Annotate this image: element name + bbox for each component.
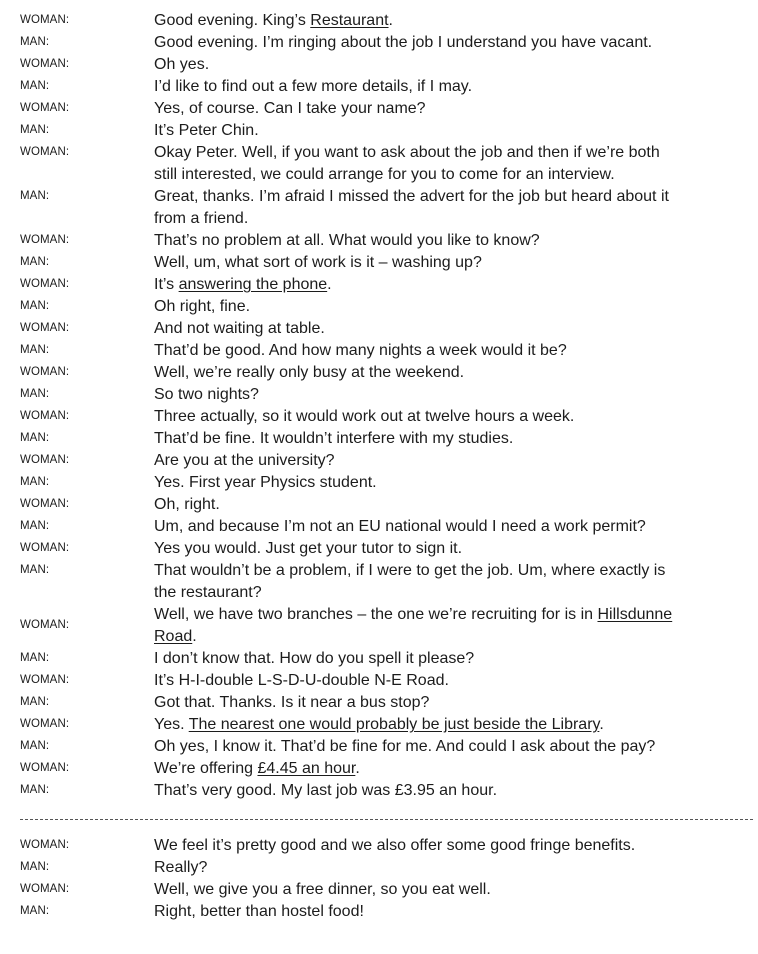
utterance-segment: Well, we give you a free dinner, so you eat well. — [154, 881, 491, 898]
utterance-segment: Yes you would. Just get your tutor to sign it. — [154, 540, 463, 557]
speaker-label: WOMAN: — [20, 278, 70, 290]
utterance-segment: That’s very good. My last job was £3.95 an hour. — [154, 782, 498, 799]
utterance-text — [154, 362, 750, 384]
utterance-text — [154, 406, 750, 428]
utterance-text — [154, 560, 750, 604]
utterance-segment: . — [599, 716, 604, 733]
utterance-text — [154, 230, 750, 252]
speaker-label: MAN: — [20, 256, 50, 268]
utterance-text — [154, 736, 750, 758]
utterance-segment: Three actually, so it would work out at twelve hours a week. — [154, 408, 575, 425]
speaker-label: WOMAN: — [20, 619, 70, 631]
utterance-segment: I’d like to find out a few more details, if I may. — [154, 78, 473, 95]
utterance-segment: Good evening. King’s — [154, 12, 311, 29]
speaker-label: MAN: — [20, 861, 50, 873]
utterance-text — [154, 692, 750, 714]
speaker-label: WOMAN: — [20, 234, 70, 246]
utterance-text — [154, 384, 750, 406]
speaker-label: WOMAN: — [20, 674, 70, 686]
underlined-answer: £4.45 an hour — [257, 760, 356, 777]
utterance-segment: I don’t know that. How do you spell it please? — [154, 650, 475, 667]
utterance-text — [154, 274, 750, 296]
utterance-text — [154, 604, 750, 648]
speaker-label: WOMAN: — [20, 542, 70, 554]
speaker-label: MAN: — [20, 905, 50, 917]
utterance-text — [154, 98, 750, 120]
utterance-segment: And not waiting at table. — [154, 320, 325, 337]
utterance-text — [154, 186, 750, 230]
utterance-segment: . — [192, 628, 197, 645]
utterance-segment: We’re offering — [154, 760, 258, 777]
speaker-label: WOMAN: — [20, 322, 70, 334]
utterance-text — [154, 10, 750, 32]
utterance-text — [154, 758, 750, 780]
utterance-segment: It’s Peter Chin. — [154, 122, 259, 139]
utterance-segment: Right, better than hostel food! — [154, 903, 364, 920]
utterance-segment: We feel it’s pretty good and we also offer some good fringe benefits. — [154, 837, 636, 854]
speaker-label: WOMAN: — [20, 58, 70, 70]
speaker-label: MAN: — [20, 520, 50, 532]
speaker-label: WOMAN: — [20, 883, 70, 895]
speaker-label: MAN: — [20, 36, 50, 48]
utterance-text — [154, 648, 750, 670]
speaker-label: MAN: — [20, 124, 50, 136]
utterance-segment: It’s H-I-double L-S-D-U-double N-E Road. — [154, 672, 449, 689]
utterance-segment: So two nights? — [154, 386, 259, 403]
speaker-label: MAN: — [20, 190, 50, 202]
utterance-segment: Oh yes, I know it. That’d be fine for me. And could I ask about the pay? — [154, 738, 656, 755]
utterance-segment: . — [327, 276, 332, 293]
utterance-text — [154, 901, 750, 923]
utterance-text — [154, 472, 750, 494]
speaker-label: MAN: — [20, 388, 50, 400]
utterance-segment: Got that. Thanks. Is it near a bus stop? — [154, 694, 430, 711]
utterance-segment: Really? — [154, 859, 208, 876]
speaker-label: MAN: — [20, 344, 50, 356]
speaker-label: WOMAN: — [20, 454, 70, 466]
utterance-text — [154, 120, 750, 142]
utterance-segment: That’s no problem at all. What would you like to know? — [154, 232, 540, 249]
speaker-label: MAN: — [20, 696, 50, 708]
utterance-text — [154, 54, 750, 76]
utterance-text — [154, 494, 750, 516]
utterance-segment: That’d be fine. It wouldn’t interfere with my studies. — [154, 430, 514, 447]
utterance-text — [154, 296, 750, 318]
speaker-label: MAN: — [20, 432, 50, 444]
utterance-text — [154, 340, 750, 362]
utterance-text — [154, 450, 750, 472]
utterance-segment: Oh right, fine. — [154, 298, 251, 315]
utterance-segment: Well, we’re really only busy at the weekend. — [154, 364, 465, 381]
utterance-segment: Okay Peter. Well, if you want to ask about the job and then if we’re both still interested, we could arrange for you to come for an interview. — [154, 144, 660, 183]
speaker-label: WOMAN: — [20, 366, 70, 378]
utterance-text — [154, 714, 750, 736]
utterance-text — [154, 32, 750, 54]
speaker-label: WOMAN: — [20, 14, 70, 26]
speaker-label: MAN: — [20, 80, 50, 92]
utterance-segment: Good evening. I’m ringing about the job I understand you have vacant. — [154, 34, 653, 51]
speaker-label: WOMAN: — [20, 718, 70, 730]
speaker-label: WOMAN: — [20, 498, 70, 510]
underlined-answer: Restaurant — [310, 12, 389, 29]
utterance-segment: Well, we have two branches – the one we’re recruiting for is in — [154, 606, 598, 623]
utterance-segment: Great, thanks. I’m afraid I missed the advert for the job but heard about it from a friend. — [154, 188, 669, 227]
utterance-text — [154, 142, 750, 186]
utterance-segment: Yes, of course. Can I take your name? — [154, 100, 426, 117]
section-divider — [20, 819, 753, 820]
utterance-segment: Yes. — [154, 716, 189, 733]
speaker-label: WOMAN: — [20, 146, 70, 158]
utterance-text — [154, 516, 750, 538]
speaker-label: MAN: — [20, 784, 50, 796]
underlined-answer: The nearest one would probably be just beside the Library — [188, 716, 600, 733]
utterance-text — [154, 538, 750, 560]
utterance-segment: Um, and because I’m not an EU national would I need a work permit? — [154, 518, 646, 535]
utterance-text — [154, 252, 750, 274]
speaker-label: WOMAN: — [20, 839, 70, 851]
utterance-text — [154, 318, 750, 340]
speaker-label: MAN: — [20, 564, 50, 576]
utterance-segment: It’s — [154, 276, 179, 293]
utterance-text — [154, 670, 750, 692]
utterance-segment: Yes. First year Physics student. — [154, 474, 377, 491]
underlined-answer: Hillsdunne Road — [154, 606, 673, 645]
utterance-text — [154, 835, 750, 857]
utterance-segment: That wouldn’t be a problem, if I were to get the job. Um, where exactly is the restaurant? — [154, 562, 666, 601]
utterance-text — [154, 76, 750, 98]
speaker-label: WOMAN: — [20, 410, 70, 422]
utterance-segment: . — [355, 760, 360, 777]
utterance-segment: . — [388, 12, 393, 29]
speaker-label: MAN: — [20, 300, 50, 312]
utterance-text — [154, 857, 750, 879]
utterance-segment: That’d be good. And how many nights a week would it be? — [154, 342, 567, 359]
utterance-text — [154, 780, 750, 802]
utterance-segment: Well, um, what sort of work is it – washing up? — [154, 254, 482, 271]
speaker-label: MAN: — [20, 740, 50, 752]
utterance-text — [154, 879, 750, 901]
utterance-text — [154, 428, 750, 450]
underlined-answer: answering the phone — [178, 276, 328, 293]
speaker-label: MAN: — [20, 476, 50, 488]
utterance-segment: Oh, right. — [154, 496, 220, 513]
speaker-label: WOMAN: — [20, 762, 70, 774]
speaker-label: MAN: — [20, 652, 50, 664]
speaker-label: WOMAN: — [20, 102, 70, 114]
utterance-segment: Oh yes. — [154, 56, 210, 73]
utterance-segment: Are you at the university? — [154, 452, 335, 469]
